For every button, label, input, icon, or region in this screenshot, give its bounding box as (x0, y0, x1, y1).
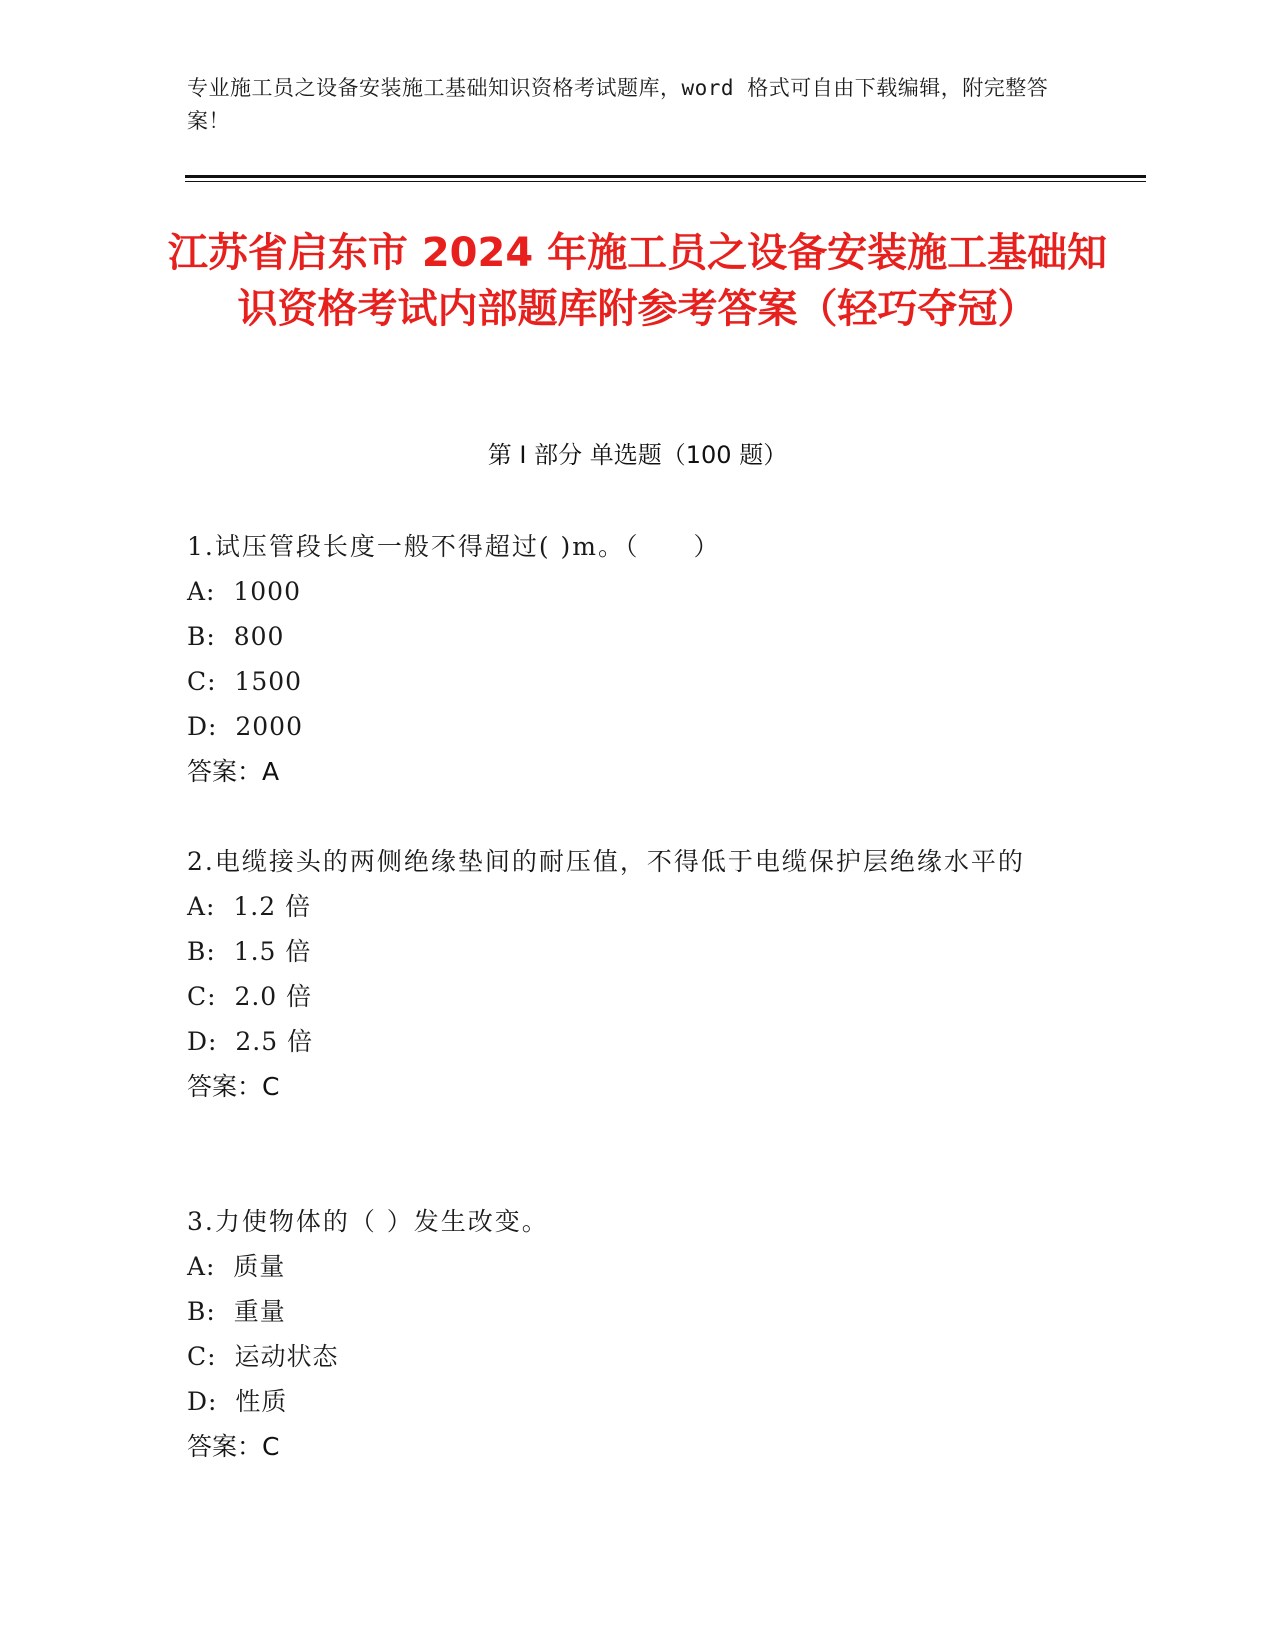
header-divider-thin (185, 181, 1146, 182)
option-a: A: 1000 (187, 577, 301, 606)
option-d: D: 2000 (187, 712, 303, 741)
option-a: A: 质量 (187, 1252, 286, 1281)
section-heading: 第 I 部分 单选题（100 题） (487, 441, 788, 469)
header-note: 专业施工员之设备安装施工基础知识资格考试题库，word 格式可自由下载编辑，附完整答案！ (187, 76, 1049, 133)
option-c: C: 1500 (187, 667, 303, 696)
answer-line: 答案：A (187, 757, 280, 786)
answer-line: 答案：C (187, 1072, 280, 1101)
option-d: D: 性质 (187, 1387, 288, 1416)
header-divider-thick (185, 175, 1146, 178)
document-title: 江苏省启东市 2024 年施工员之设备安装施工基础知识资格考试内部题库附参考答案（轻巧夺冠） (167, 230, 1108, 332)
question-stem: 2.电缆接头的两侧绝缘垫间的耐压值，不得低于电缆保护层绝缘水平的 (187, 847, 1025, 876)
option-a: A: 1.2 倍 (187, 892, 312, 921)
option-b: B: 1.5 倍 (187, 937, 312, 966)
question-stem: 1.试压管段长度一般不得超过( )m。（ ） (187, 532, 721, 561)
answer-line: 答案：C (187, 1432, 280, 1461)
question-1 (187, 524, 1067, 794)
option-c: C: 运动状态 (187, 1342, 339, 1371)
option-d: D: 2.5 倍 (187, 1027, 314, 1056)
question-3 (187, 1199, 1067, 1469)
question-stem: 3.力使物体的（ ）发生改变。 (187, 1207, 549, 1236)
option-b: B: 800 (187, 622, 285, 651)
option-c: C: 2.0 倍 (187, 982, 313, 1011)
option-b: B: 重量 (187, 1297, 286, 1326)
question-2 (187, 839, 1067, 1109)
